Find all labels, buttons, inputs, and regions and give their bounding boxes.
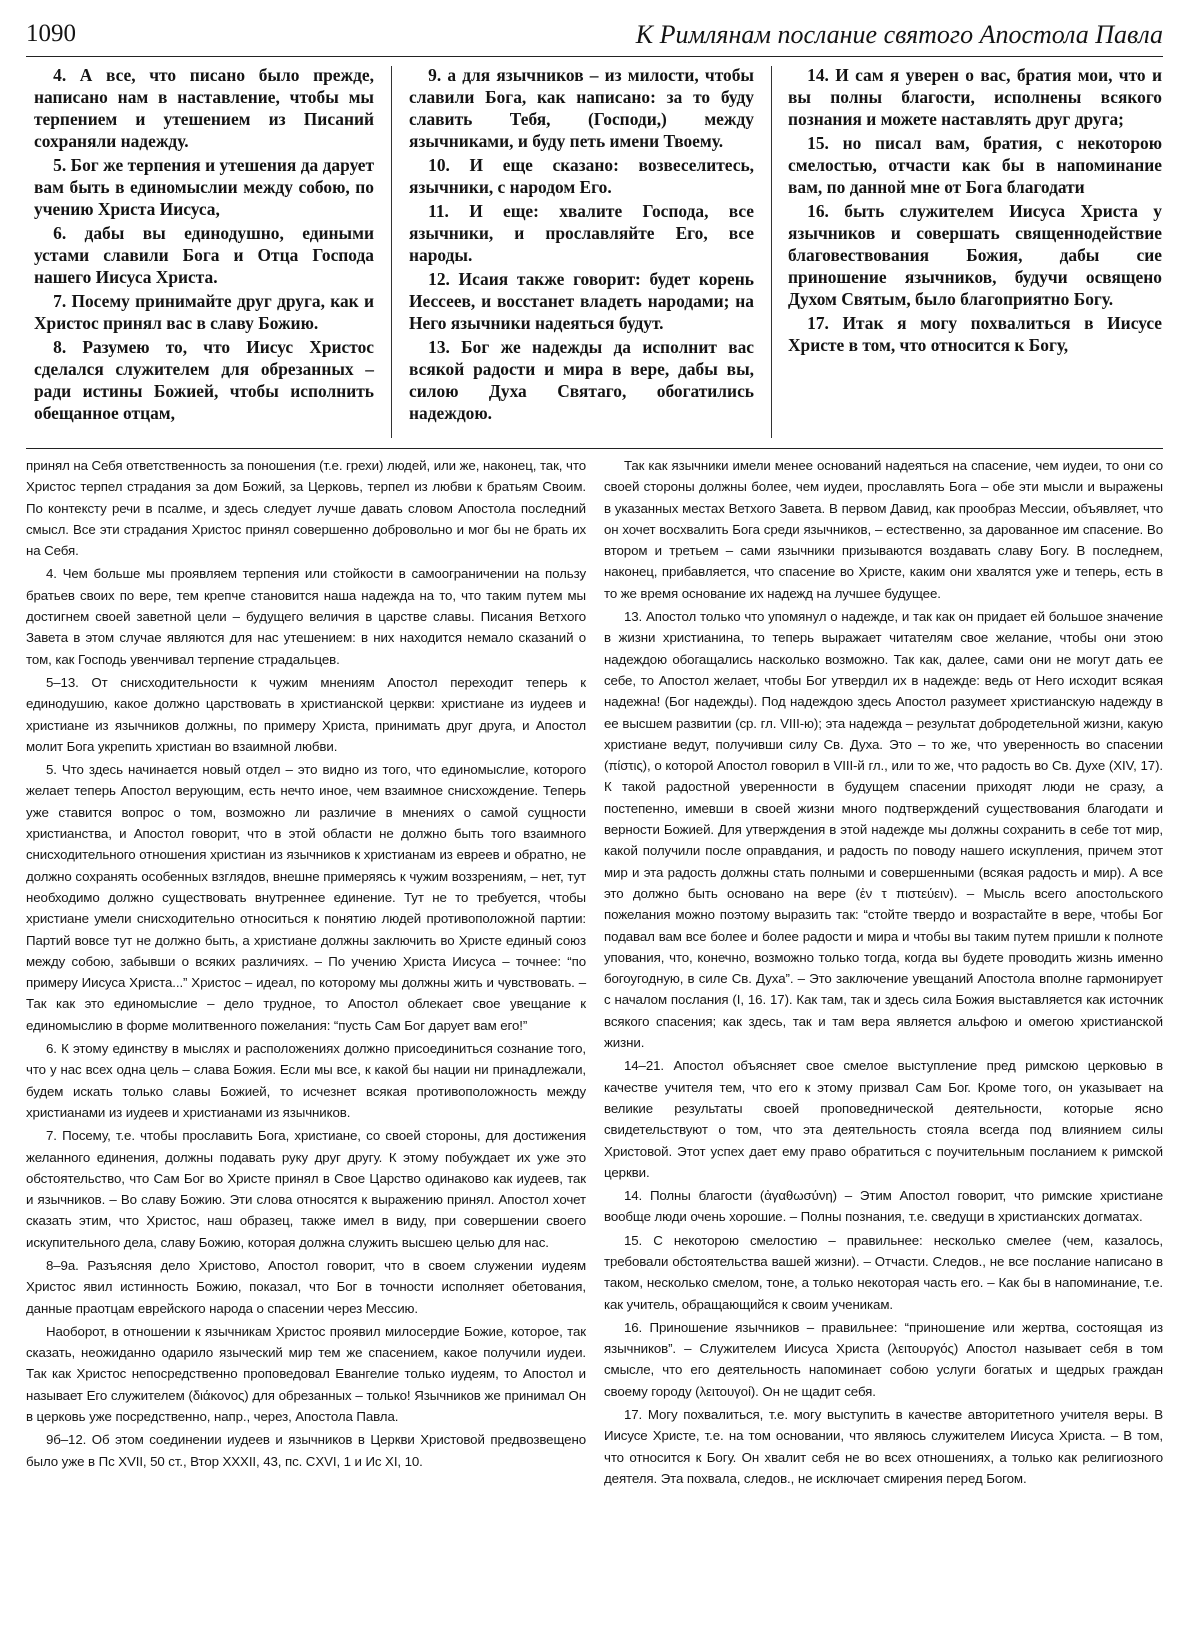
page-number: 1090: [26, 20, 76, 47]
commentary-right-column: [604, 455, 1163, 1491]
commentary-paragraph: 17. Могу похвалиться, т.е. могу выступить в качестве авторитетного учителя веры. В Иисусе Христе, т.е. на том основании, что являюсь служителем Иисуса Христа. – В том, что относится к Богу. Он хвалит себя не во всех отношениях, а только как религиозного деятеля. Эта похвала, следов., не исключает смирения перед Богом.: [604, 1407, 1163, 1486]
verse-6: 6. дабы вы единодушно, едиными устами славили Бога и Отца Господа нашего Иисуса Христа.: [34, 223, 374, 287]
verse-8: 8. Разумею то, что Иисус Христос сделался служителем для обрезанных – ради истины Божией, чтобы исполнить обещанное отцам,: [34, 337, 374, 423]
commentary-paragraph: Так как язычники имели менее оснований надеяться на спасение, чем иудеи, то они со своей стороны должны более, чем иудеи, прославлять Бога – обе эти мысли и выражены в указанных местах Ветхого Завета. В первом Давид, как прообраз Мессии, объявляет, что он хочет восхвалить Бога среди язычников, – естественно, за дарованное им спасение. Во втором и третьем – сами язычники призываются воздавать славу Богу. В последнем, наконец, прибавляется, что спасение во Христе, каким они хвалятся уже и теперь, есть в то же время основание их надежд на лучшее будущее.: [604, 458, 1163, 601]
verse-13: 13. Бог же надежды да исполнит вас всякой радости и мира в вере, дабы вы, силою Духа Святаго, обогатились надеждою.: [409, 337, 754, 423]
column-divider: [391, 66, 392, 438]
verse-14: 14. И сам я уверен о вас, братия мои, что и вы полны благости, исполнены всякого познания и можете наставлять друг друга;: [788, 65, 1162, 129]
commentary-paragraph: 4. Чем больше мы проявляем терпения или стойкости в самоограничении на пользу братьев своих по вере, тем крепче становится наша надежда на то, что таким путем мы достигнем своей заветной цели – будущего величия в царстве славы. Писания Ветхого Завета в этом случае являются для нас утешением: в них находится немало сказаний о том, как Господь увенчивал терпение страдальцев.: [26, 566, 586, 667]
verse-5: 5. Бог же терпения и утешения да дарует вам быть в единомыслии между собою, по учению Христа Иисуса,: [34, 155, 374, 219]
commentary-paragraph: 5–13. От снисходительности к чужим мнениям Апостол переходит теперь к единодушию, какое должно царствовать в христианской церкви: христиане из иудеев и христиане из язычников должны, по примеру Христа, принимать друг друга, и Апостол молит Бога укрепить христиан во взаимной любви.: [26, 674, 586, 754]
header-rule: [26, 56, 1163, 57]
scripture-column-3: [788, 64, 1162, 442]
verse-9: 9. а для язычников – из милости, чтобы славили Бога, как написано: за то буду славить Тебя, (Господи,) между язычниками, и буду петь имени Твоему.: [409, 65, 754, 151]
commentary-paragraph: 5. Что здесь начинается новый отдел – это видно из того, что единомыслие, которого желает теперь Апостол верующим, есть нечто иное, чем взаимное снисхождение. Теперь уже ставится вопрос о том, возможно ли различие в мнениях о самой сущности христианства, и Апостол говорит, что в этой области не должно быть того взаимного снисходительного отношения христиан из язычников к христианам из евреев и обратно, не должно сохранять особенных взглядов, внешне примеряясь к чужим воззрениям, – нет, тут необходимо должно существовать внутреннее единение. Тут не то требуется, чтобы христиане умели снисходительно относиться к понятию людей противоположной партии: Партий вовсе тут не должно быть, а христиане должны заключить во Христе единый союз между собою, забывши о всяких различиях. – По учению Христа Иисуса – точнее: “по примеру Иисуса Христа...” Христос – идеал, по которому мы должны жить и чувствовать. – Так как это единомыслие – дело трудное, то Апостол облекает свое увещание к единомыслию в форме молитвенного пожелания: “пусть Сам Бог дарует вам его!”: [26, 762, 586, 1033]
commentary-paragraph: 7. Посему, т.е. чтобы прославить Бога, христиане, со своей стороны, для достижения желанного единения, должны подавать руку друг другу. К этому побуждает их уже это обстоятельство, что Сам Бог во Христе принял в Свое Царство одинаково как иудеев, так и язычников. – Во славу Божию. Эти слова относятся к выражению принял. Апостол хочет сказать этим, что Христос, наш образец, также имел в виду, при совершении своего искупительного дела, славу Божию, которая должна служить высшею целью для нас.: [26, 1128, 586, 1250]
running-title: К Римлянам послание святого Апостола Павла: [635, 20, 1163, 49]
commentary-paragraph: 6. К этому единству в мыслях и расположениях должно присоединиться сознание того, что у нас всех одна цель – слава Божия. Если мы все, к какой бы нации ни принадлежали, будем искать только славы Божией, то исчезнет всякая противоположность между христианами из иудеев и христианами из язычников.: [26, 1041, 586, 1120]
commentary-paragraph: 14–21. Апостол объясняет свое смелое выступление пред римскою церковью в качестве учителя тем, что его к этому призвал Сам Бог. Кроме того, он указывает на великие результаты своей проповеднической деятельности, которые ясно свидетельствуют о том, что эта деятельность стояла всегда под влиянием силы Христовой. Этот успех дает ему право обратиться с поучительным посланием к римской церкви.: [604, 1058, 1163, 1180]
scripture-text: [34, 64, 1163, 442]
commentary-paragraph: 8–9а. Разъясняя дело Христово, Апостол говорит, что в своем служении иудеям Христос явил истинность Божию, показал, что Бог в точности исполняет обетования, данные праотцам еврейского народа о спасении через Мессию.: [26, 1257, 586, 1316]
scripture-column-1: [34, 64, 374, 442]
scripture-column-2: [409, 64, 754, 442]
commentary: [26, 455, 1163, 1625]
verse-4: 4. А все, что писано было прежде, написано нам в наставление, чтобы мы терпением и утешением из Писаний сохраняли надежду.: [34, 65, 374, 151]
verse-15: 15. но писал вам, братия, с некоторою смелостью, отчасти как бы в напоминание вам, по данной мне от Бога благодати: [788, 133, 1162, 197]
commentary-paragraph: принял на Себя ответственность за поношения (т.е. грехи) людей, или же, наконец, так, что Христос терпел страдания за дом Божий, за Церковь, терпел из любви к братьям Своим. По контексту речи в псалме, и здесь следует лучше давать словом Апостола последний смысл. Все эти страдания Христос принял совершенно добровольно и мог бы не брать их на Себя.: [26, 458, 586, 559]
commentary-paragraph: 14. Полны благости (ἀγαθωσύνη) – Этим Апостол говорит, что римские христиане вообще люди очень хорошие. – Полны познания, т.е. сведущи в христианских догматах.: [604, 1188, 1163, 1225]
verse-10: 10. И еще сказано: возвеселитесь, язычники, с народом Его.: [409, 155, 754, 197]
commentary-paragraph: 15. С некоторою смелостию – правильнее: несколько смелее (чем, казалось, требовали обстоятельства вашей жизни). – Отчасти. Следов., не все послание написано в таком, несколько смелом, тоне, а только некоторая часть его. – Как бы в напоминание, т.е. как учитель, обращающийся к своим ученикам.: [604, 1232, 1163, 1312]
verse-7: 7. Посему принимайте друг друга, как и Христос принял вас в славу Божию.: [34, 291, 374, 333]
commentary-paragraph: 13. Апостол только что упомянул о надежде, и так как он придает ей большое значение в жизни христианина, то теперь выражает читателям свое желание, чтобы они этою надеждою обогащались насколько возможно. Так как, далее, сами они не могут дать ее себе, то Апостол желает, чтобы Бог утвердил их в надежде: ведь от Него исходит всякая надежна! (Бог надежды). Под надеждою здесь Апостол разумеет христианскую надежду в ее высшем развитии (ср. гл. VIII-ю); эта надежда – результат добродетельной жизни, какую христиане ведут, получивши силу Св. Духа. Это – то же, что уверенность во спасении (πίστις), о которой Апостол говорил в VIII-й гл., или то же, что радость во Св. Духе (XIV, 17). К такой радостной уверенности в будущем спасении приходят люди не сразу, а постепенно, имевши в своей жизни много подтверждений существования благодати и верности Божией. Для утверждения в этой надежде мы должны сохранить в себе тот мир, какой получили после оправдания, и радость по поводу нашего искупления, причем этот мир и эта радость должны стать полными и совершенными (всякая радость и мир). А все это должно быть основано на вере (ἐν τ πιστεύειν). – Мысль всего апостольского пожелания можно поэтому выразить так: “стойте твердо и возрастайте в вере, чтобы Бог подавал вам все более и более радости и мира и чтобы вы таким путем пришли к полноте упования, что, конечно, возможно только тогда, когда вы будете проводить жизнь именно богоугодную, в силе Св. Духа”. – Это заключение увещаний Апостола вполне гармонирует с началом послания (I, 16. 17). Как там, так и здесь сила Божия выставляется как источник всякого спасения; как здесь, так и там вера является альфою и омегою христианской жизни.: [604, 609, 1163, 1051]
verse-17: 17. Итак я могу похвалиться в Иисусе Христе в том, что относится к Богу,: [788, 313, 1162, 355]
verse-16: 16. быть служителем Иисуса Христа у язычников и совершать священнодействие благовествования Божия, дабы сие приношение язычников, будучи освящено Духом Святым, было благоприятно Богу.: [788, 201, 1162, 309]
commentary-paragraph: 9б–12. Об этом соединении иудеев и язычников в Церкви Христовой предвозвещено было уже в Пс XVII, 50 ст., Втор XXXII, 43, пс. CXVI, 1 и Ис XI, 10.: [26, 1432, 586, 1469]
column-divider: [771, 66, 772, 438]
section-rule: [26, 448, 1163, 449]
verse-11: 11. И еще: хвалите Господа, все язычники, и прославляйте Его, все народы.: [409, 201, 754, 265]
commentary-paragraph: 16. Приношение язычников – правильнее: “приношение или жертва, состоящая из язычников”. – Служителем Иисуса Христа (λειτουργός) Апостол называет себя в том смысле, что его деятельность напоминает собою услуги богатых и щедрых граждан своему городу (λειτουγοί). Он не щадит себя.: [604, 1319, 1163, 1399]
verse-12: 12. Исаия также говорит: будет корень Иессеев, и восстанет владеть народами; на Него язычники надеяться будут.: [409, 269, 754, 333]
commentary-paragraph: Наоборот, в отношении к язычникам Христос проявил милосердие Божие, которое, так сказать, неожиданно одарило языческий мир тем же спасением, какое получили иудеи. Так как Христос непосредственно проповедовал Евангелие только иудеям, то Апостол и называет Его служителем (διάκονος) для обрезанных – только! Язычников же принимал Он в церковь уже посредственно, напр., через, Апостола Павла.: [26, 1323, 586, 1425]
commentary-left-column: [26, 455, 586, 1474]
page-header: [26, 20, 1163, 54]
